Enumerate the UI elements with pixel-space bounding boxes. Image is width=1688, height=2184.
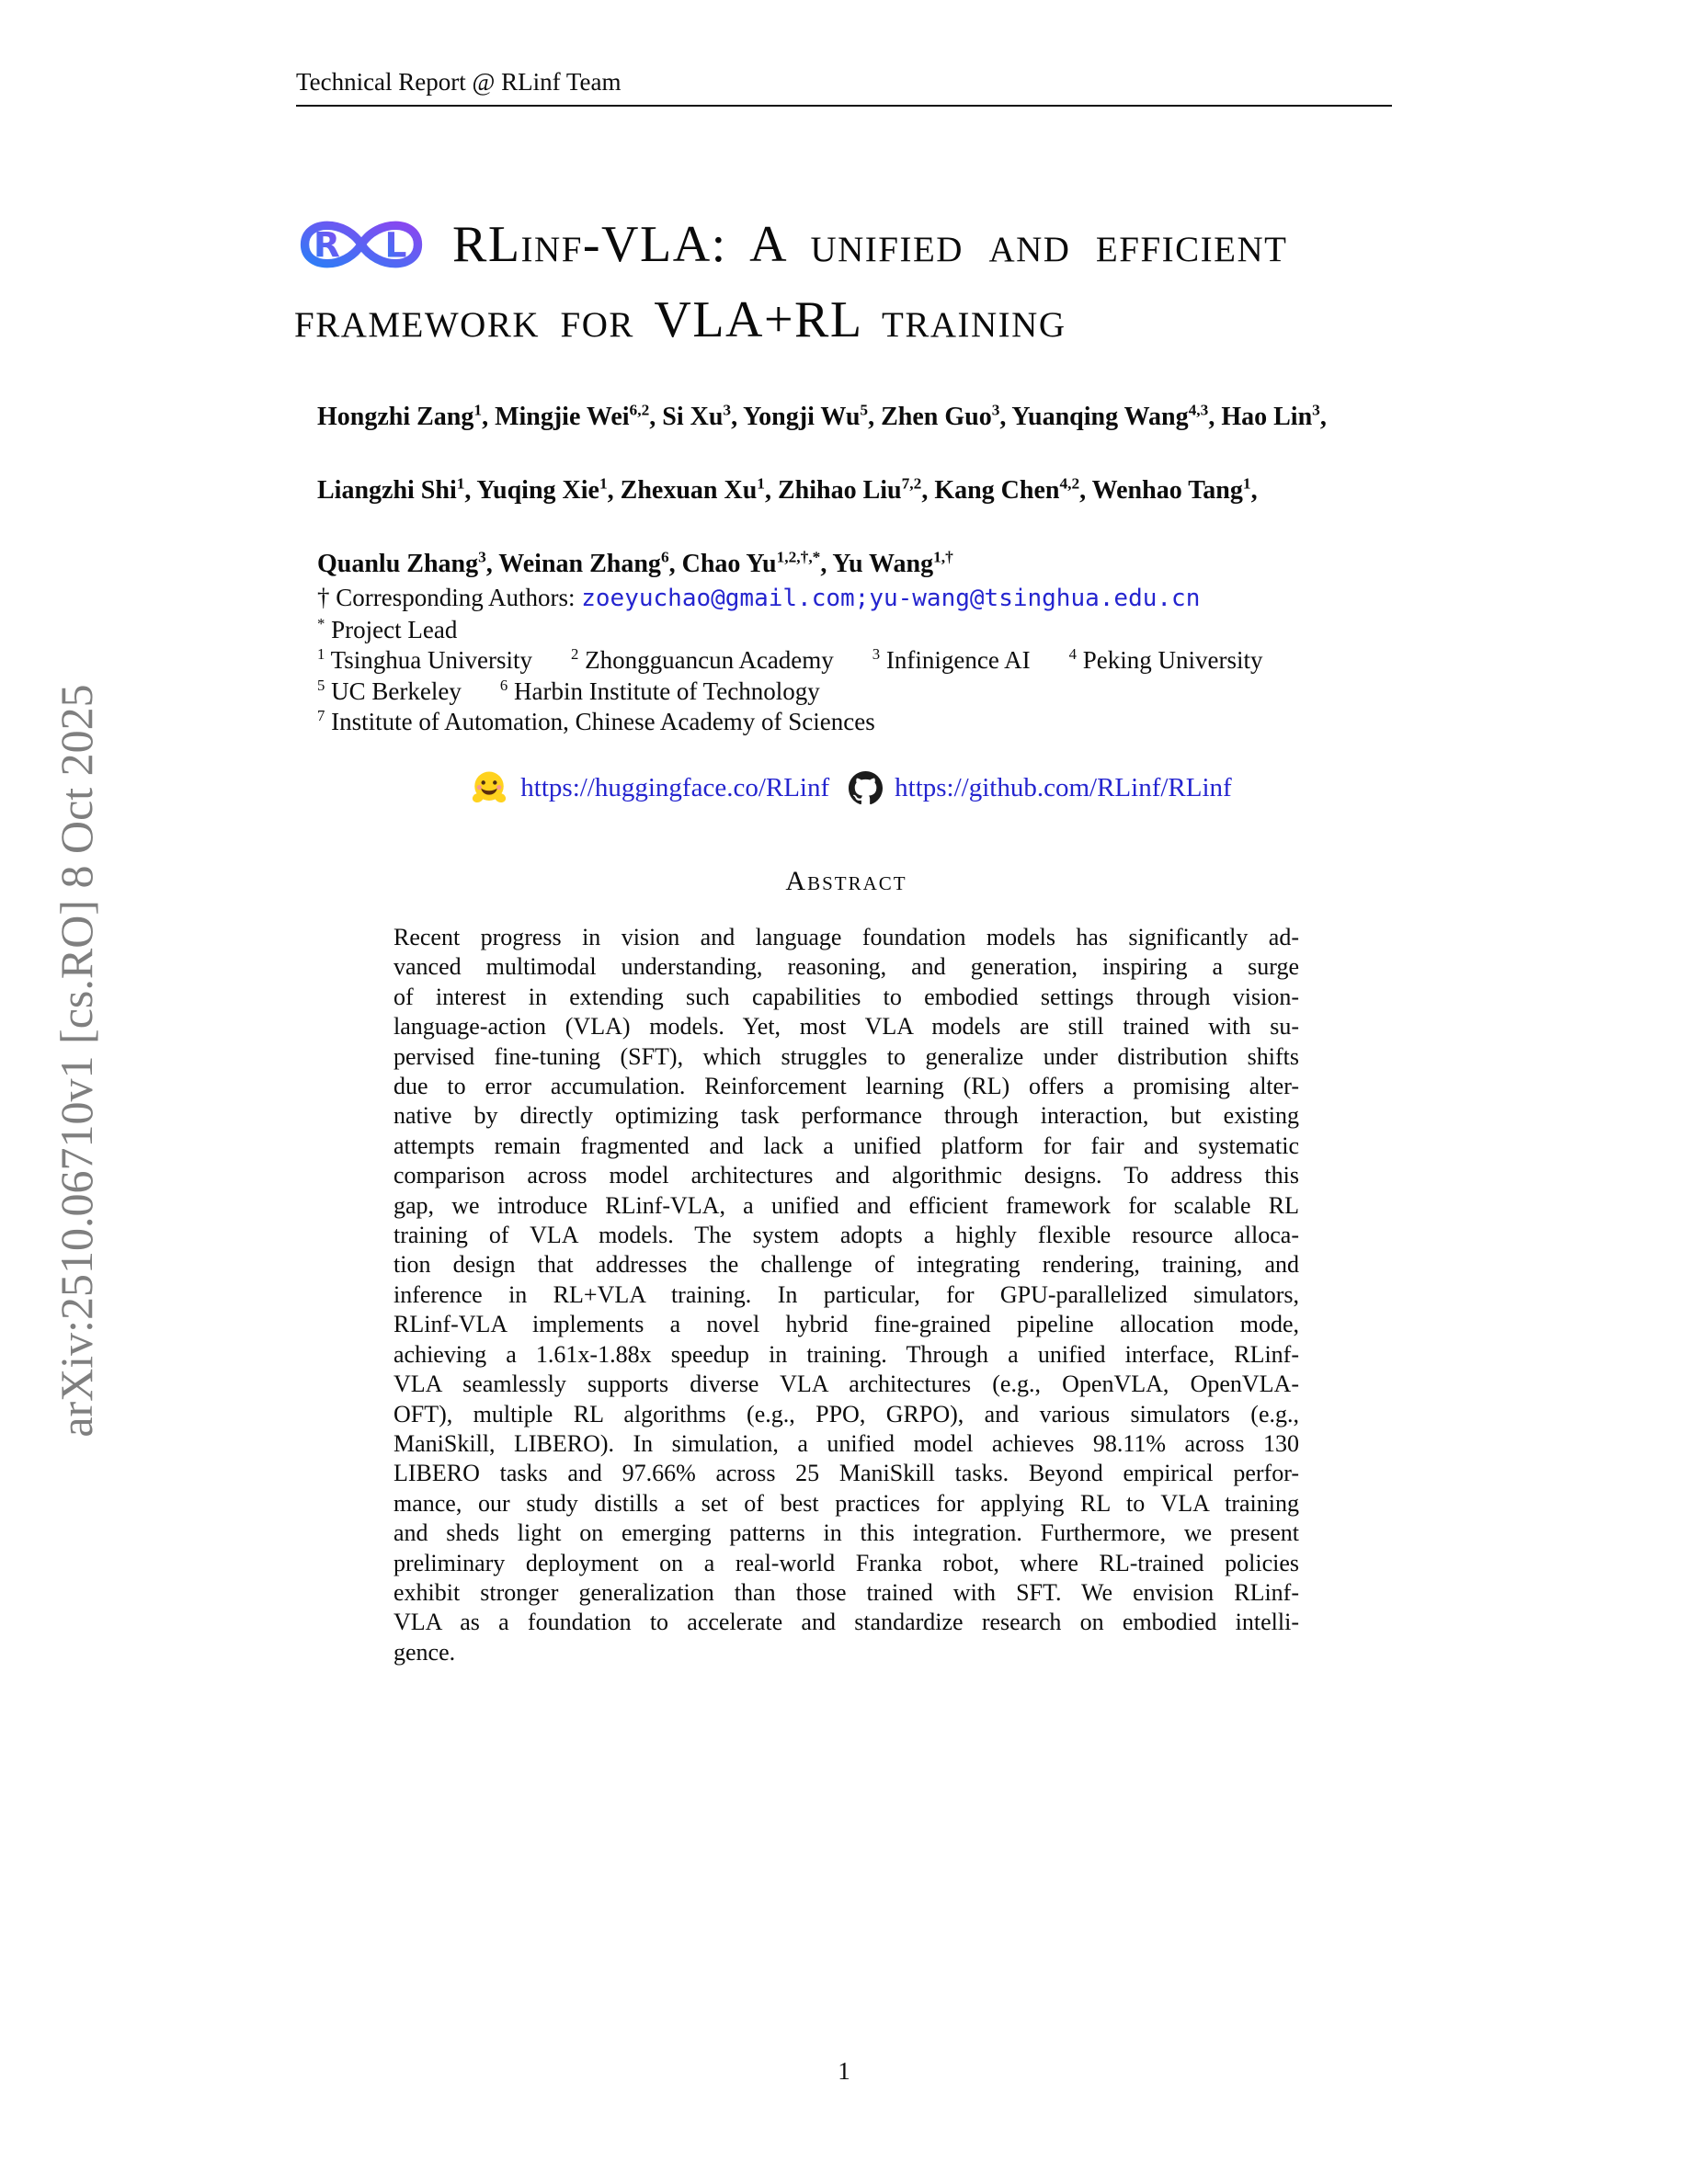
abstract-line: mance, our study distills a set of best practices for applying RL to VLA training [393, 1489, 1299, 1517]
affiliation-item: $^4$ Peking University [1068, 645, 1263, 674]
abstract-line: VLA as a foundation to accelerate and standardize research on embodied intelli- [393, 1609, 1299, 1636]
page-number: 1 [838, 2057, 850, 2085]
author-name: Zhihao Liu$^{7,2}$ [777, 474, 922, 505]
author-name: Yu Wang$^{1,\dagger}$ [832, 548, 953, 578]
author-name: Yuanqing Wang$^{4,3}$ [1011, 401, 1209, 431]
abstract-line: RLinf-VLA implements a novel hybrid fine-grained pipeline allocation mode, [393, 1311, 1299, 1338]
abstract-line: due to error accumulation. Reinforcement learning (RL) offers a promising alter- [393, 1073, 1299, 1100]
author-name: Si Xu$^3$ [662, 401, 732, 431]
affiliation-item: $^1$ Tsinghua University [317, 645, 532, 674]
abstract-line: of interest in extending such capabilities to embodied settings through vision- [393, 983, 1299, 1010]
paper-title-line2: framework for VLA+RL training [294, 291, 1066, 348]
author-name: Yongji Wu$^5$ [743, 401, 869, 431]
affiliation-item: $^5$ UC Berkeley [317, 676, 462, 705]
author-name: Zhen Guo$^3$ [881, 401, 1000, 431]
dagger-symbol: † [317, 584, 330, 611]
author-line: Liangzhi Shi$^1$, Yuqing Xie$^1$, Zhexuan Xu$^1$, Zhihao Liu$^{7,2}$, Kang Chen$^{4,2}$, Wenhao Tang$^1$, [317, 474, 1258, 505]
affiliation-line [317, 707, 1494, 738]
footnotes-block [317, 583, 1494, 738]
abstract-line: exhibit stronger generalization than those trained with SFT. We envision RLinf- [393, 1578, 1299, 1606]
abstract-heading: Abstract [785, 866, 907, 896]
logo-letter-r: R [314, 224, 340, 266]
title-block [292, 210, 1409, 349]
abstract-line: comparison across model architectures and algorithmic designs. To address this [393, 1162, 1299, 1189]
abstract-line: language-action (VLA) models. Yet, most VLA models are still trained with su- [393, 1013, 1299, 1041]
abstract-line: gap, we introduce RLinf-VLA, a unified and efficient framework for scalable RL [393, 1191, 1299, 1219]
affiliation-line [317, 645, 1494, 677]
affiliation-line [317, 677, 1494, 708]
author-name: Mingjie Wei$^{6,2}$ [495, 401, 650, 431]
author-name: Quanlu Zhang$^3$ [317, 548, 486, 578]
abstract-line: OFT), multiple RL algorithms (e.g., PPO, GRPO), and various simulators (e.g., [393, 1400, 1299, 1428]
abstract-line: achieving a 1.61x-1.88x speedup in training. Through a unified interface, RLinf- [393, 1340, 1299, 1368]
author-name: Hongzhi Zang$^1$ [317, 401, 483, 431]
abstract-line: preliminary deployment on a real-world Franka robot, where RL-trained policies [393, 1549, 1299, 1576]
abstract-line: Recent progress in vision and language foundation models has significantly ad- [393, 924, 1299, 950]
abstract-line: training of VLA models. The system adopts a highly flexible resource alloca- [393, 1222, 1299, 1249]
abstract-line: tion design that addresses the challenge of integrating rendering, training, and [393, 1251, 1299, 1279]
abstract-line: ManiSkill, LIBERO). In simulation, a unified model achieves 98.11% across 130 [393, 1429, 1299, 1457]
author-name: Wenhao Tang$^1$ [1091, 474, 1251, 505]
author-name: Kang Chen$^{4,2}$ [934, 474, 1080, 505]
huggingface-icon[interactable] [470, 768, 508, 807]
affiliation-item: $^7$ Institute of Automation, Chinese Academy of Sciences [317, 707, 875, 735]
rlinf-logo-icon [292, 210, 430, 279]
abstract-line: vanced multimodal understanding, reasoning, and generation, inspiring a surge [393, 953, 1299, 981]
abstract-line: VLA seamlessly supports diverse VLA architectures (e.g., OpenVLA, OpenVLA- [393, 1371, 1299, 1398]
running-header-text: Technical Report @ RLinf Team [296, 68, 622, 96]
affiliation-item: $^2$ Zhongguancun Academy [570, 645, 834, 674]
author-name: Yuqing Xie$^1$ [476, 474, 608, 505]
project-lead-label: Project Lead [331, 615, 458, 643]
project-lead-note [317, 615, 1494, 646]
github-link[interactable]: https://github.com/RLinf/RLinf [895, 772, 1232, 802]
running-header [296, 68, 1392, 107]
author-name: Zhexuan Xu$^1$ [620, 474, 765, 505]
author-line: Quanlu Zhang$^3$, Weinan Zhang$^6$, Chao $Yu^{1,2,\dagger,*}$, Yu Wang$^{1,\dagger}$ [317, 548, 953, 578]
abstract-line: LIBERO tasks and 97.66% across 25 ManiSkill tasks. Beyond empirical perfor- [393, 1460, 1299, 1487]
star-symbol: * [317, 614, 325, 632]
huggingface-link[interactable]: https://huggingface.co/RLinf [520, 772, 830, 802]
logo-letter-l: L [384, 224, 407, 266]
affiliations-block [317, 645, 1494, 738]
author-name: Liangzhi Shi$^1$ [317, 474, 465, 505]
corresponding-authors-note [317, 583, 1494, 615]
author-line: Hongzhi Zang$^1$, Mingjie Wei$^{6,2}$, Si Xu$^3$, Yongji Wu$^5$, Zhen Guo$^3$, Yuanqing Wang$^{4,3}$, Hao Lin$^3$, [317, 401, 1327, 431]
affiliation-item: $^3$ Infinigence AI [872, 645, 1031, 674]
abstract-line: pervised fine-tuning (SFT), which struggles to generalize under distribution shifts [393, 1042, 1299, 1070]
abstract-line: inference in RL+VLA training. In particular, for GPU-parallelized simulators, [393, 1280, 1299, 1308]
arxiv-watermark: arXiv:2510.06710v1 [cs.RO] 8 Oct 2025 [51, 684, 102, 1438]
email-links[interactable]: zoeyuchao@gmail.com;yu-wang@tsinghua.edu.cn [581, 585, 1201, 612]
github-icon[interactable] [849, 771, 883, 805]
abstract-text [393, 923, 1299, 1667]
links-row [292, 768, 1409, 807]
abstract-line: native by directly optimizing task performance through interaction, but existing [393, 1102, 1299, 1130]
abstract-line: gence. [393, 1638, 456, 1666]
author-name: Weinan Zhang$^6$ [498, 548, 669, 578]
abstract-line: attempts remain fragmented and lack a unified platform for fair and systematic [393, 1132, 1299, 1159]
author-name: Hao Lin$^3$ [1221, 401, 1320, 431]
author-name: Chao $Yu^{1,2,\dagger,*}$ [681, 548, 821, 578]
corresponding-label: Corresponding Authors: [336, 584, 576, 611]
paper-title-line1: RLinf-VLA: A unified and efficient [452, 216, 1288, 273]
abstract-line: and sheds light on emerging patterns in this integration. Furthermore, we present [393, 1519, 1299, 1547]
affiliation-item: $^6$ Harbin Institute of Technology [499, 676, 820, 705]
